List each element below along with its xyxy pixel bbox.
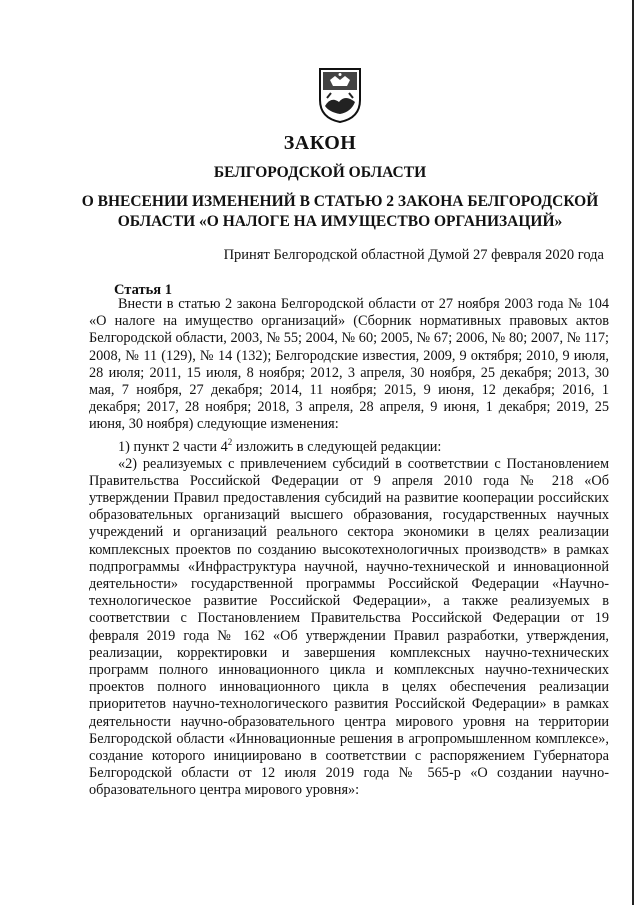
article-item-1 [89,434,609,456]
document-title: ЗАКОН [283,132,357,154]
document-subject: О ВНЕСЕНИИ ИЗМЕНЕНИЙ В СТАТЬЮ 2 ЗАКОНА БЕЛГОРОДСКОЙ ОБЛАСТИ «О НАЛОГЕ НА ИМУЩЕСТВО ОРГАНИЗАЦИЙ» [81,193,599,230]
article-heading: Статья 1 [114,282,172,298]
item-1-prefix: 1) пункт 2 части 4 [118,438,228,455]
article-quote: «2) реализуемых с привлечением субсидий в соответствии с Постановлением Правительства Российской Федерации от 9 апреля 2010 года № 218 «Об утверждении Правил предоставления субсидий на развитие кооперации российских образовательных организаций высшего образования, государственных научных учреждений и организаций реального сектора экономики в целях реализации комплексных проектов по созданию высокотехнологичных производств» в рамках подпрограммы «Инфраструктура научной, научно-технической и инновационной деятельности» государственной программы Российской Федерации «Научно-технологическое развитие Российской Федерации», а также реализуемых в соответствии с Постановлением Правительства Российской Федерации от 19 февраля 2019 года № 162 «Об утверждении Правил разработки, утверждения, реализации, корректировки и завершения комплексных научно-технических программ полного инновационного цикла и комплексных научно-технических проектов полного инновационного цикла в целях обеспечения реализации приоритетов научно-технологического развития Российской Федерации» в рамках деятельности научно-образовательного центра мирового уровня на территории Белгородской области «Инновационные решения в агропромышленном комплексе», создание которого инициировано в соответствии с распоряжением Губернатора Белгородской области от 12 июля 2019 года № 565-р «О создании научно-образовательного центра мирового уровня»: [89,455,609,799]
item-1-suffix: изложить в следующей редакции: [232,438,442,455]
article-body [89,296,609,800]
article-intro: Внести в статью 2 закона Белгородской области от 27 ноября 2003 года № 104 «О налоге на имущество организаций» (Сборник нормативных правовых актов Белгородской области, 2003, № 55; 2004, № 60; 2005, № 67; 2006, № 80; 2007, № 117; 2008, № 11 (129), № 14 (132); Белгородские известия, 2009, 9 октября; 2010, 9 июля, 28 июля; 2011, 15 июля, 8 ноября; 2012, 3 апреля, 30 ноября, 25 декабря; 2013, 30 мая, 7 ноября, 27 декабря; 2014, 11 ноября; 2015, 9 июня, 12 декабря; 2016, 1 декабря; 2017, 28 ноября; 2018, 3 апреля, 28 апреля, 9 июня, 1 декабря; 2019, 25 июня, 30 ноября) следующие изменения: [89,296,609,433]
adoption-note: Принят Белгородской областной Думой 27 февраля 2020 года [223,247,604,263]
coat-of-arms-icon [317,66,363,124]
document-region: БЕЛГОРОДСКОЙ ОБЛАСТИ [213,164,427,181]
item-1-superscript: 2 [227,436,233,447]
